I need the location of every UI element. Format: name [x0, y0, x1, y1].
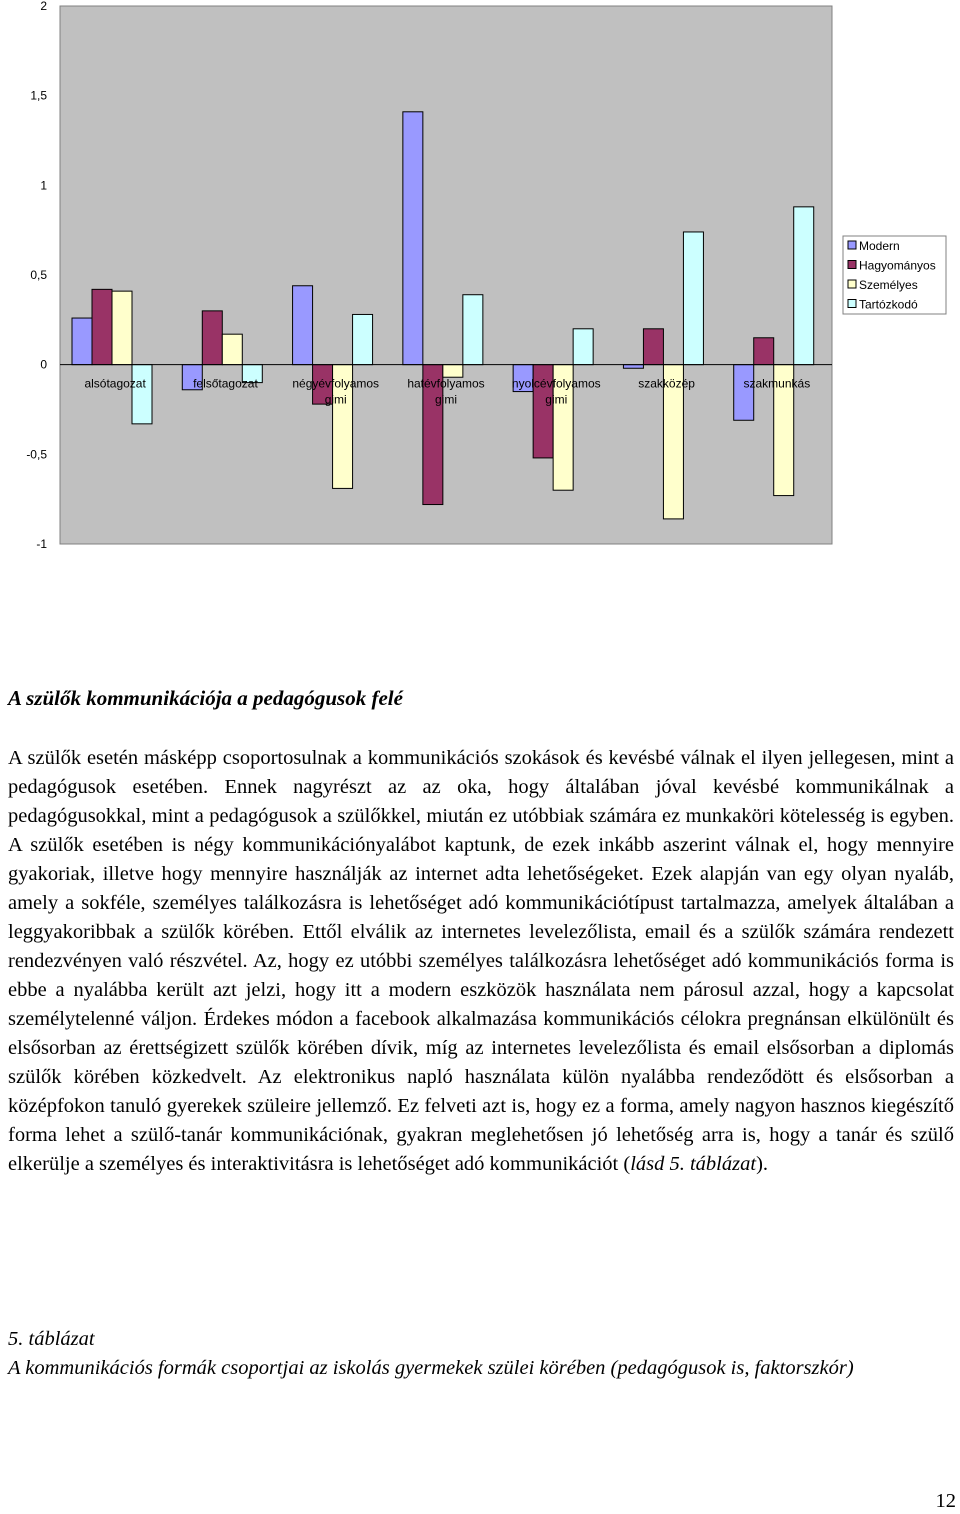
legend-label: Modern: [859, 239, 900, 253]
bar-2-6: [643, 329, 663, 365]
bar-chart: [0, 0, 960, 560]
legend-swatch: [848, 241, 856, 249]
bar-4-3: [353, 314, 373, 364]
bar-4-1: [132, 365, 152, 424]
bar-1-1: [72, 318, 92, 365]
section-heading: A szülők kommunikációja a pedagógusok felé: [8, 686, 403, 710]
body-paragraph: [8, 744, 954, 1179]
y-tick-label: 0: [40, 357, 47, 372]
bar-2-2: [202, 311, 222, 365]
category-label: nyolcévfolyamos: [511, 376, 601, 391]
category-label: alsótagozat: [84, 376, 146, 391]
bar-1-4: [403, 112, 423, 365]
category-label: szakközép: [638, 376, 695, 391]
y-tick-label: 1,5: [30, 88, 47, 103]
table-caption: [8, 1325, 954, 1383]
legend-label: Hagyományos: [859, 258, 936, 273]
category-label: felsőtagozat: [193, 376, 258, 391]
y-tick-label: -0,5: [26, 447, 47, 462]
legend: [843, 236, 946, 314]
table-number: 5. táblázat: [8, 1328, 95, 1350]
legend-label: Tartózkodó: [859, 297, 918, 312]
y-tick-label: 0,5: [30, 268, 47, 282]
plot-area: [60, 6, 832, 544]
bar-2-7: [754, 338, 774, 365]
category-label: gimi: [434, 392, 458, 407]
legend-swatch: [848, 280, 856, 288]
table-title: A kommunikációs formák csoportjai az iskolás gyermekek szülei körében (pedagógusok is, faktorszkór): [8, 1357, 854, 1379]
legend-swatch: [848, 300, 856, 308]
bar-3-4: [443, 365, 463, 378]
bar-1-3: [293, 286, 313, 365]
page-number: 12: [935, 1490, 956, 1512]
bar-4-4: [463, 295, 483, 365]
bar-2-1: [92, 289, 112, 364]
category-label: szakmunkás: [743, 376, 811, 391]
category-label: gimi: [545, 392, 568, 407]
table-reference: lásd 5. táblázat: [630, 1153, 757, 1175]
bar-1-6: [623, 365, 643, 369]
bar-4-5: [573, 329, 593, 365]
bar-4-7: [794, 207, 814, 365]
y-tick-label: -1: [36, 537, 47, 551]
category-label: gimi: [324, 392, 347, 407]
bar-4-6: [683, 232, 703, 365]
legend-swatch: [848, 261, 856, 269]
bar-1-7: [734, 365, 754, 421]
body-text-end: ).: [756, 1153, 769, 1175]
y-tick-label: 2: [40, 0, 47, 13]
bar-3-1: [112, 291, 132, 365]
category-label: hatévfolyamos: [407, 376, 485, 391]
y-tick-label: 1: [40, 178, 47, 193]
y-axis-tick-labels: [26, 0, 47, 551]
bar-3-2: [222, 334, 242, 364]
body-text-main: A szülők esetén másképp csoportosulnak a kommunikációs szokások és kevésbé válnak el ilyen jellegesen, mint a pedagógusok esetében. Ennek nagyrészt az az oka, hogy általában jóval kevésbé kommunikálnak a pedagógusokkal, mint a pedagógusok a szülőkkel, miután ez utóbbiak számára ez munkaköri kötelesség is egyben. A szülők esetében is négy kommunikációnyalábot kaptunk, de ezek inkább aszerint válnak el, hogy mennyire gyakoriak, illetve hogy mennyire használják az internet adta lehetőségeket. Ezek alapján van egy olyan nyaláb, amely a sokféle, személyes találkozásra is lehetőséget adó kommunikációtípust tartalmazza, amelyek általában a leggyakoribbak a szülők körében. Ettől elválik az internetes levelezőlista, email és a szülők számára rendezett rendezvényen való részvétel. Az, hogy ez utóbbi személyes találkozásra lehetőséget adó kommunikációs forma is ebbe a nyalábba került azt jelzi, hogy itt a modern eszközök használata nem párosul azzal, hogy a kapcsolat személytelenné váljon. Érdekes módon a facebook alkalmazása kommunikációs célokra pregnánsan elkülönült és elsősorban az érettségizett szülők körében dívik, míg az internetes levelezőlista és email elsősorban a diplomás szülők körében közkedvelt. Az elektronikus napló használata külön nyalábba rendeződött és elsősorban a középfokon tanuló gyerekek szüleire jellemző. Ez felveti azt is, hogy ez a forma, amely nagyon hasznos kiegészítő forma lehet a szülő-tanár kommunikációnak, gyakran meglehetősen jó lehetőség arra is, hogy a tanár és szülő elkerülje a személyes és interaktivitásra is lehetőséget adó kommunikációt (: [8, 747, 954, 1175]
legend-label: Személyes: [859, 278, 918, 292]
category-label: négyévfolyamos: [292, 376, 380, 391]
